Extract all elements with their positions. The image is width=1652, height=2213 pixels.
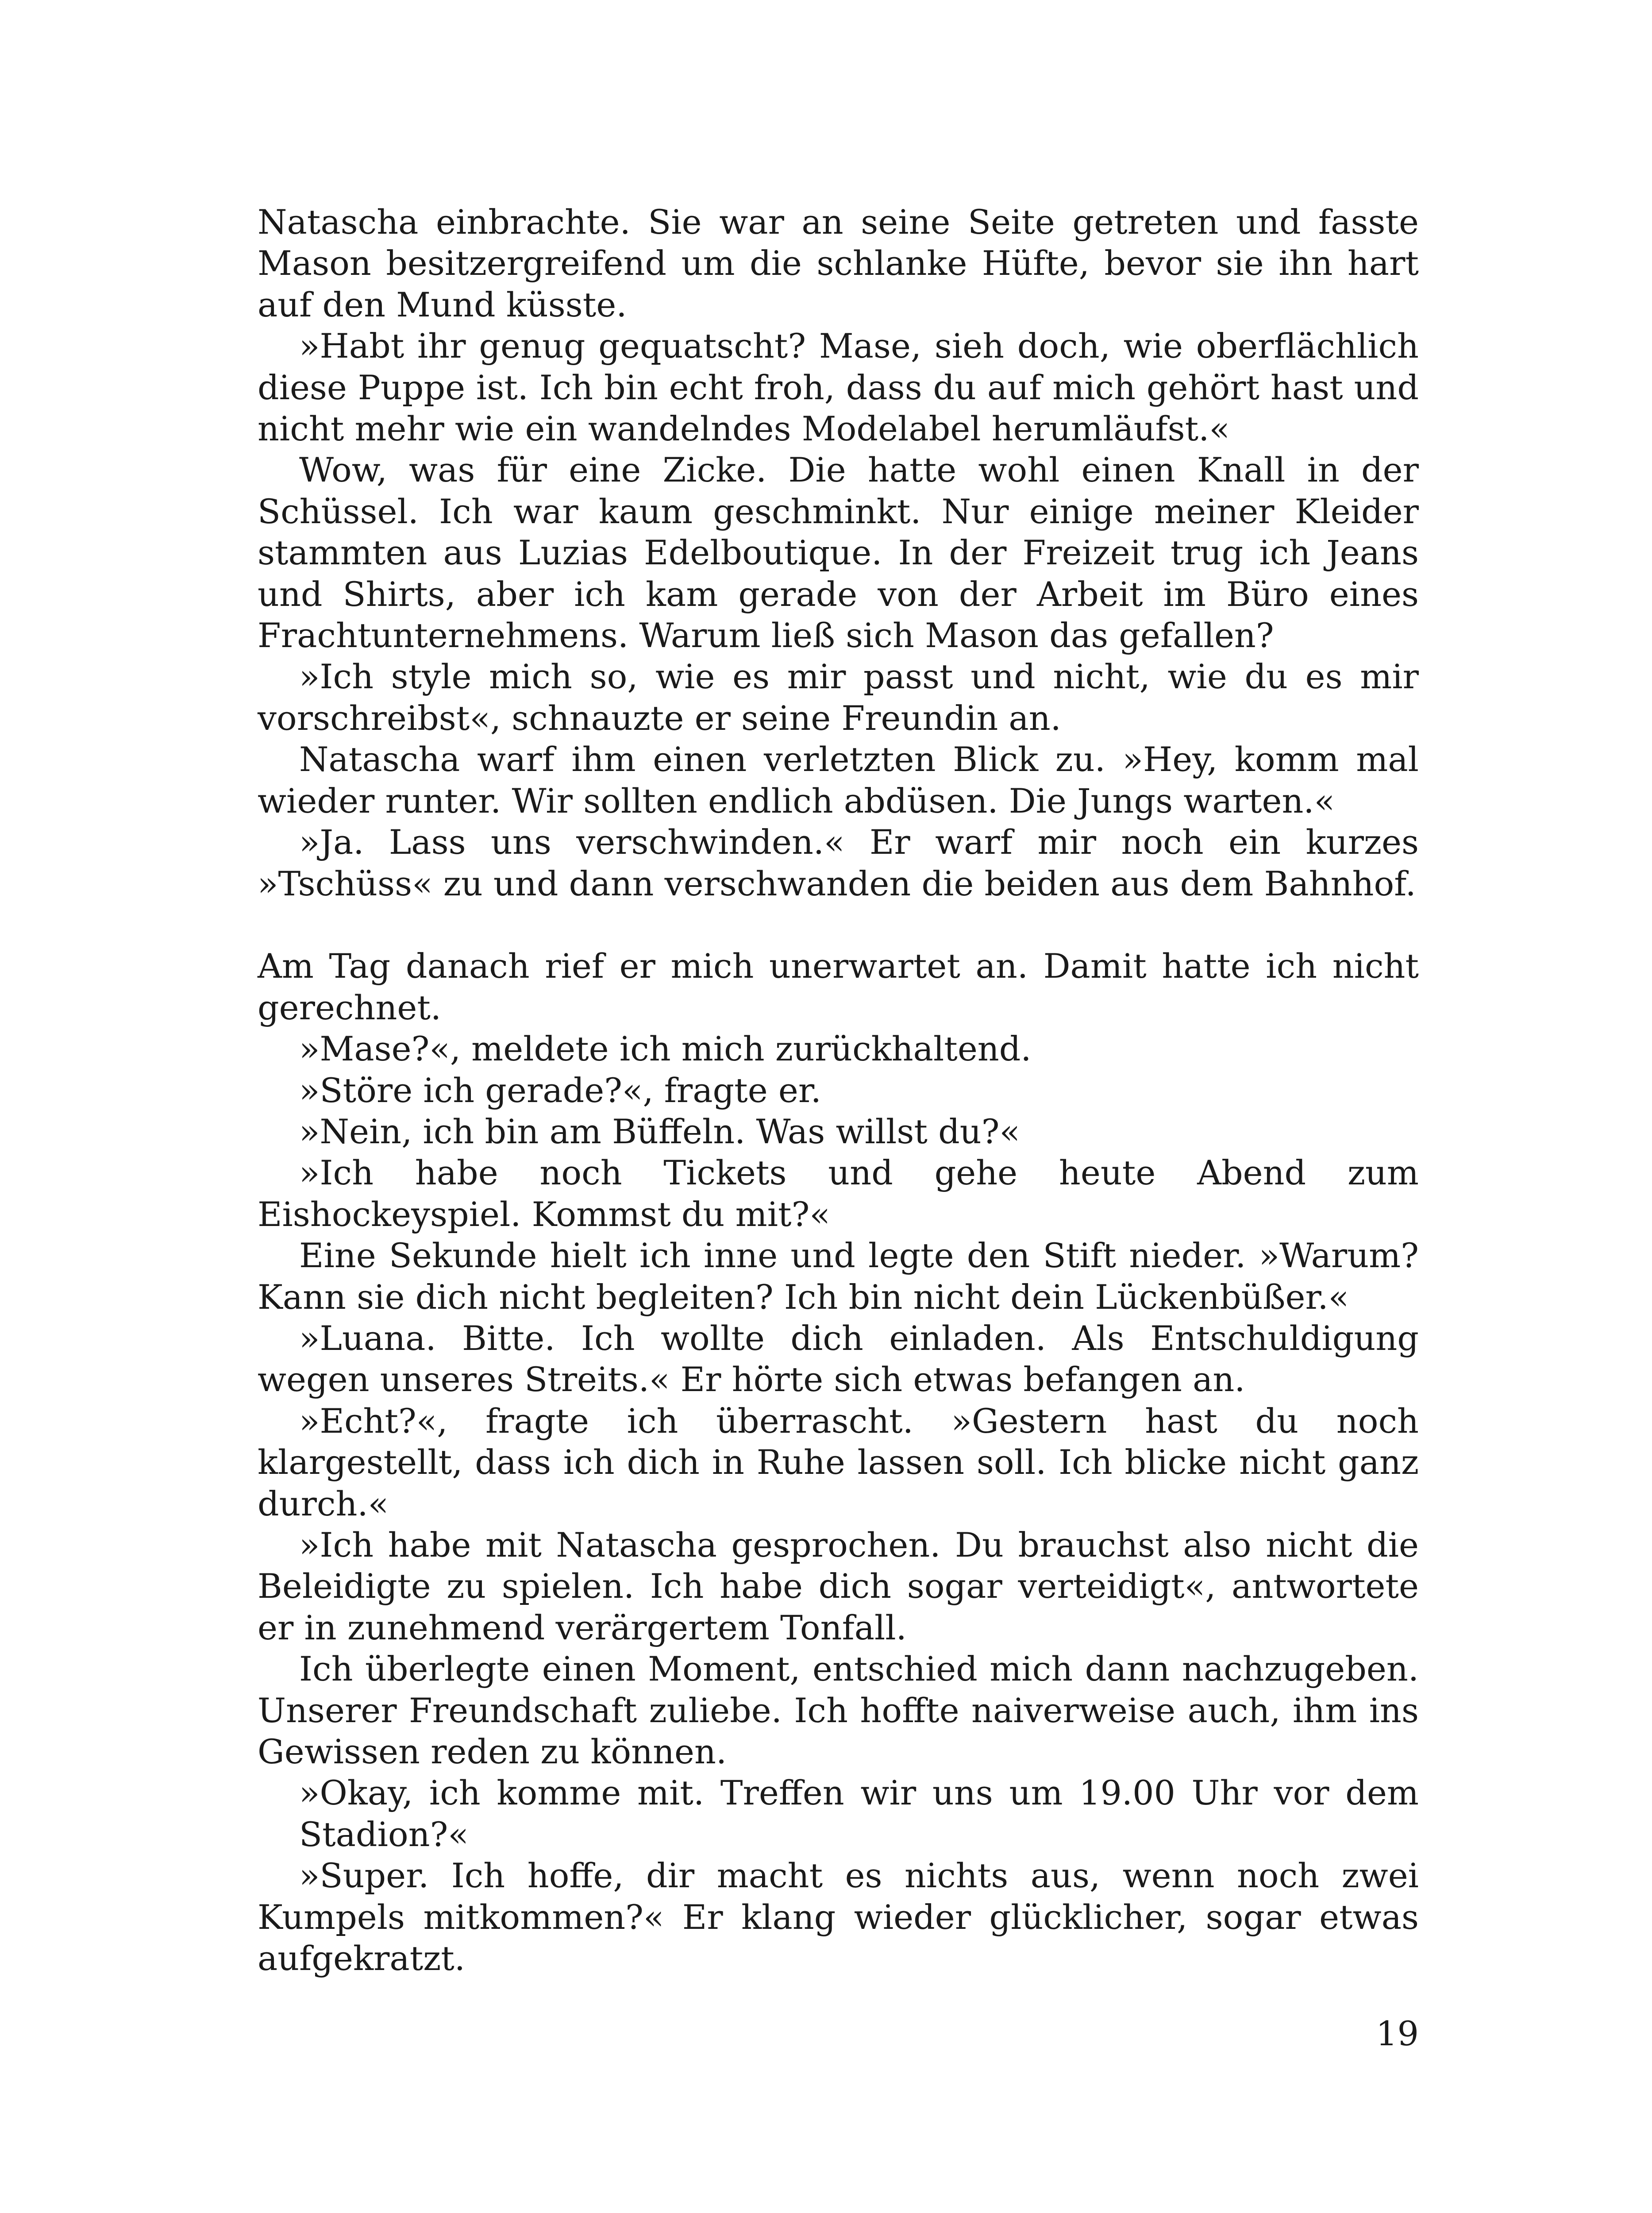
paragraph: Natascha einbrachte. Sie war an seine Seite getreten und fasste Mason besitzergreifend um die schlanke Hüfte, bevor sie ihn hart auf den Mund küsste. (258, 202, 1419, 324)
paragraph: »Super. Ich hoffe, dir macht es nichts aus, wenn noch zwei Kumpels mitkommen?« Er klang wieder glücklicher, sogar etwas aufgekratzt. (258, 1856, 1419, 1978)
scene-break (258, 904, 1419, 945)
paragraph: »Ja. Lass uns verschwinden.« Er warf mir noch ein kurzes »Tschüss« zu und dann verschwanden die beiden aus dem Bahnhof. (258, 822, 1419, 903)
paragraph: »Habt ihr genug gequatscht? Mase, sieh doch, wie oberflächlich diese Puppe ist. Ich bin echt froh, dass du auf mich gehört hast und nicht mehr wie ein wandelndes Modelabel herumläufst.« (258, 326, 1419, 449)
page-number: 19 (1376, 2014, 1419, 2053)
paragraph: »Ich habe noch Tickets und gehe heute Abend zum Eishockeyspiel. Kommst du mit?« (258, 1153, 1419, 1234)
body-text (258, 201, 1419, 1979)
paragraph: »Ich style mich so, wie es mir passt und nicht, wie du es mir vorschreibst«, schnauzte er seine Freundin an. (258, 657, 1419, 738)
paragraph: »Echt?«, fragte ich überrascht. »Gestern hast du noch klargestellt, dass ich dich in Ruhe lassen soll. Ich blicke nicht ganz durch.« (258, 1401, 1419, 1523)
paragraph: Natascha warf ihm einen verletzten Blick zu. »Hey, komm mal wieder runter. Wir sollten endlich abdüsen. Die Jungs warten.« (258, 740, 1419, 821)
paragraph: »Ich habe mit Natascha gesprochen. Du brauchst also nicht die Beleidigte zu spielen. Ich habe dich sogar verteidigt«, antwortete er in zunehmend verärgertem Tonfall. (258, 1525, 1419, 1647)
paragraph: Am Tag danach rief er mich unerwartet an. Damit hatte ich nicht gerechnet. (258, 946, 1419, 1027)
paragraph: »Okay, ich komme mit. Treffen wir uns um 19.00 Uhr vor dem Stadion?« (299, 1773, 1419, 1854)
paragraph: »Störe ich gerade?«, fragte er. (299, 1070, 821, 1110)
paragraph: Eine Sekunde hielt ich inne und legte den Stift nieder. »Warum? Kann sie dich nicht begleiten? Ich bin nicht dein Lückenbüßer.« (258, 1236, 1419, 1317)
paragraph: »Mase?«, meldete ich mich zurückhaltend. (299, 1029, 1032, 1069)
paragraph: Wow, was für eine Zicke. Die hatte wohl einen Knall in der Schüssel. Ich war kaum geschminkt. Nur einige meiner Kleider stammten aus Luzias Edelboutique. In der Freizeit trug ich Jeans und Shirts, aber ich kam gerade von der Arbeit im Büro eines Frachtunternehmens. Warum ließ sich Mason das gefallen? (258, 450, 1419, 655)
paragraph: »Luana. Bitte. Ich wollte dich einladen. Als Entschuldigung wegen unseres Streits.« Er hörte sich etwas befangen an. (258, 1318, 1419, 1400)
paragraph: »Nein, ich bin am Büffeln. Was willst du?« (299, 1111, 1020, 1151)
paragraph: Ich überlegte einen Moment, entschied mich dann nachzugeben. Unserer Freundschaft zuliebe. Ich hoffte naiverweise auch, ihm ins Gewissen reden zu können. (258, 1649, 1419, 1772)
